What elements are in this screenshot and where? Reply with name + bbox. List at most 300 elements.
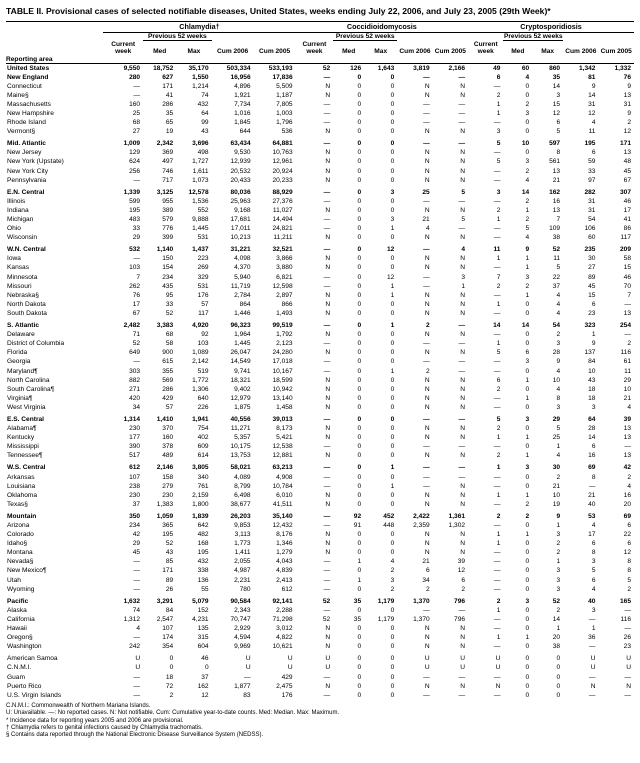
row-cell: 25,963 <box>230 197 251 205</box>
row-cell: 3 <box>556 585 561 593</box>
row-cell: 0 <box>525 403 530 411</box>
row-cell: 13,140 <box>272 394 293 402</box>
row-cell: 0 <box>357 282 362 290</box>
row-cell: 3 <box>556 567 561 575</box>
row-cell: 0 <box>357 385 362 393</box>
row-cell: 1 <box>496 340 501 348</box>
row-cell: 0 <box>390 206 395 214</box>
row-cell: 6 <box>556 119 561 127</box>
row-cell: 8 <box>591 473 596 481</box>
table-row <box>6 321 634 330</box>
table-row <box>6 385 634 394</box>
row-cell: 6,498 <box>234 491 251 499</box>
row-cell: 0 <box>390 167 395 175</box>
row-cell: 2 <box>496 452 501 460</box>
row-cell: 38 <box>552 643 561 651</box>
row-cell: 234 <box>162 273 174 281</box>
row-cell: 0 <box>390 264 395 272</box>
row-cell: 0 <box>525 673 530 681</box>
row-cell: N <box>460 176 466 184</box>
row-cell: 1,458 <box>276 403 293 411</box>
row-cell: U <box>626 664 631 672</box>
row-area-label: Mid. Atlantic <box>7 140 46 148</box>
row-cell: 0 <box>390 673 395 681</box>
row-cell: 60 <box>521 64 530 72</box>
row-area-label: Louisiana <box>7 482 36 490</box>
row-cell: 54 <box>552 322 561 330</box>
row-cell: 0 <box>556 655 561 663</box>
row-cell: — <box>323 415 331 423</box>
row-cell: 6 <box>461 576 466 584</box>
row-cell: U <box>495 664 501 672</box>
row-cell: 1,800 <box>192 500 209 508</box>
row-cell: 64 <box>588 415 596 423</box>
row-cell: 0 <box>357 197 362 205</box>
row-cell: 3 <box>591 403 596 411</box>
row-cell: 20,532 <box>230 167 251 175</box>
row-cell: 41 <box>623 216 631 223</box>
row-cell: 1,411 <box>234 549 251 557</box>
row-cell: 323 <box>584 322 596 330</box>
row-cell: 1,445 <box>234 340 251 348</box>
row-cell: N <box>325 403 331 411</box>
row-cell: 25 <box>552 434 561 442</box>
row-cell: N <box>325 167 331 175</box>
table-row <box>6 291 634 300</box>
row-cell: 11 <box>588 128 596 136</box>
row-cell: N <box>424 128 430 136</box>
row-cell: 1 <box>525 634 530 642</box>
row-cell: 40 <box>588 500 596 508</box>
row-cell: 5,509 <box>276 82 293 90</box>
row-cell: 9,741 <box>234 367 251 375</box>
row-cell: 230 <box>162 491 174 499</box>
row-cell: N <box>424 158 430 166</box>
row-cell: 27 <box>588 264 596 272</box>
row-cell: 83 <box>243 691 251 699</box>
row-cell: N <box>325 264 331 272</box>
table-row <box>6 348 634 357</box>
row-cell: 18 <box>588 385 596 393</box>
row-cell: 1,016 <box>234 109 251 117</box>
row-cell: 780 <box>239 585 251 593</box>
row-cell: — <box>458 119 466 127</box>
row-cell: 12 <box>201 691 209 699</box>
row-cell: — <box>588 615 596 623</box>
row-cell: 57 <box>165 403 174 411</box>
row-cell: 1,445 <box>192 225 209 233</box>
row-cell: N <box>325 349 331 357</box>
table-row <box>6 91 634 100</box>
group-chlamydia: Chlamydia† <box>103 22 295 33</box>
table-row <box>6 654 634 663</box>
row-cell: 0 <box>357 425 362 433</box>
row-cell: 0 <box>525 367 530 375</box>
row-cell: 10 <box>552 491 561 499</box>
row-cell: N <box>424 349 430 357</box>
row-cell: — <box>458 443 466 451</box>
row-cell: — <box>323 216 331 223</box>
row-cell: 1,332 <box>614 64 631 72</box>
row-cell: 0 <box>525 540 530 548</box>
row-cell: 41 <box>165 91 174 99</box>
row-cell: 16,956 <box>230 73 251 81</box>
row-cell: 92 <box>353 512 362 520</box>
row-cell: 4 <box>591 522 596 529</box>
row-cell: U <box>287 664 293 672</box>
row-cell: 6,821 <box>276 273 293 281</box>
row-cell: 10,942 <box>272 385 293 393</box>
row-cell: 26 <box>165 585 174 593</box>
row-cell: — <box>323 567 331 575</box>
row-cell: 796 <box>454 615 466 623</box>
row-cell: 4 <box>390 558 395 566</box>
row-cell: 1 <box>390 322 395 330</box>
row-cell: — <box>133 691 141 699</box>
row-cell: 1 <box>390 282 395 290</box>
row-cell: 38,677 <box>230 500 251 508</box>
row-cell: — <box>493 673 501 681</box>
row-cell: U <box>495 655 501 663</box>
row-cell: 452 <box>383 512 395 520</box>
row-cell: 117 <box>198 309 209 317</box>
row-cell: 262 <box>129 282 141 290</box>
row-cell: 644 <box>239 128 251 136</box>
row-cell: 18 <box>588 394 596 402</box>
row-cell: 0 <box>525 585 530 593</box>
row-cell: 0 <box>357 158 362 166</box>
row-cell: 9,530 <box>234 149 251 157</box>
row-cell: 80,036 <box>230 188 251 196</box>
row-cell: 0 <box>390 100 395 108</box>
row-cell: 1,773 <box>234 540 251 548</box>
row-cell: — <box>133 682 141 690</box>
row-cell: 1 <box>496 216 501 223</box>
row-cell: N <box>325 500 331 508</box>
row-cell: — <box>423 119 430 127</box>
row-cell: 43 <box>165 549 174 557</box>
row-cell: 6 <box>525 349 530 357</box>
row-cell: — <box>323 443 331 451</box>
row-cell: 0 <box>525 385 530 393</box>
row-cell: 5 <box>461 188 466 196</box>
row-area-label: Arkansas <box>7 473 35 481</box>
row-cell: 776 <box>162 225 174 233</box>
row-cell: N <box>424 394 430 402</box>
row-cell: 531 <box>197 234 209 242</box>
row-cell: N <box>460 264 466 272</box>
table-row <box>6 148 634 157</box>
row-cell: 29 <box>552 415 561 423</box>
row-cell: 10,763 <box>272 149 293 157</box>
row-cell: N <box>325 176 331 184</box>
table-row <box>6 424 634 433</box>
row-cell: 3 <box>390 216 395 223</box>
row-cell: N <box>325 425 331 433</box>
row-cell: 20,924 <box>272 167 293 175</box>
row-cell: 35,140 <box>272 512 293 520</box>
row-cell: — <box>493 367 501 375</box>
row-cell: 796 <box>454 597 466 605</box>
row-cell: 0 <box>357 206 362 214</box>
row-cell: 64 <box>201 109 209 117</box>
row-cell: 1 <box>525 531 530 539</box>
table-row <box>6 357 634 366</box>
row-cell: N <box>460 643 466 651</box>
row-cell: 13 <box>623 425 631 433</box>
row-cell: 95 <box>165 291 174 299</box>
row-cell: 1,877 <box>234 682 251 690</box>
row-cell: 10,784 <box>272 482 293 490</box>
row-cell: 54 <box>588 216 596 223</box>
table-row <box>6 309 634 318</box>
row-cell: 2 <box>556 473 561 481</box>
row-cell: 0 <box>525 567 530 575</box>
row-cell: 4 <box>461 246 466 254</box>
row-cell: — <box>588 482 596 490</box>
table-row <box>6 615 634 624</box>
row-cell: 1,792 <box>276 331 293 339</box>
row-cell: 195 <box>129 206 141 214</box>
table-row <box>6 633 634 642</box>
row-cell: N <box>460 128 466 136</box>
row-cell: — <box>133 585 141 593</box>
row-cell: N <box>325 309 331 317</box>
row-cell: — <box>493 119 501 127</box>
row-cell: 8 <box>556 394 561 402</box>
table-row <box>6 127 634 136</box>
row-cell: 29 <box>132 540 141 548</box>
row-cell: 41,511 <box>272 500 293 508</box>
row-cell: 3,696 <box>192 140 209 148</box>
row-area-label: New Jersey <box>7 149 42 157</box>
col-med-3: Med <box>511 47 525 55</box>
row-cell: 2 <box>496 597 501 605</box>
row-cell: 0 <box>525 664 530 672</box>
row-cell: 597 <box>549 140 561 148</box>
row-area-label: Kansas <box>7 264 29 272</box>
row-cell: 3,291 <box>156 597 174 605</box>
row-area-label: United States <box>7 64 50 72</box>
row-cell: 0 <box>390 234 395 242</box>
row-cell: N <box>460 206 466 214</box>
row-cell: 1,059 <box>156 512 174 520</box>
row-cell: 230 <box>129 491 141 499</box>
row-cell: N <box>325 376 331 384</box>
row-cell: 0 <box>390 197 395 205</box>
row-cell: — <box>588 643 596 651</box>
row-cell: 3 <box>525 158 530 166</box>
row-cell: 0 <box>204 664 209 672</box>
row-cell: 2 <box>390 585 395 593</box>
row-cell: 0 <box>556 673 561 681</box>
row-cell: 9 <box>556 358 561 366</box>
row-cell: 7,734 <box>234 100 251 108</box>
row-area-label: Illinois <box>7 197 26 205</box>
row-cell: 8 <box>627 558 631 566</box>
row-cell: N <box>325 394 331 402</box>
row-cell: 5,357 <box>234 434 251 442</box>
row-area-label: Washington <box>7 643 42 651</box>
row-cell: — <box>624 300 631 308</box>
row-cell: 52 <box>552 246 561 254</box>
row-cell: 22 <box>552 273 561 281</box>
row-cell: 864 <box>239 300 251 308</box>
row-cell: N <box>460 234 466 242</box>
row-cell: 8 <box>627 567 631 575</box>
row-cell: 614 <box>197 452 209 460</box>
row-cell: 10,621 <box>272 643 293 651</box>
row-cell: 0 <box>390 664 395 672</box>
row-cell: 0 <box>357 91 362 99</box>
row-cell: 84 <box>588 358 596 366</box>
row-cell: 0 <box>525 558 530 566</box>
row-cell: — <box>323 606 331 614</box>
row-cell: 19 <box>552 500 561 508</box>
row-cell: 9,402 <box>234 385 251 393</box>
row-cell: 0 <box>525 625 530 633</box>
row-cell: 1 <box>525 491 530 499</box>
row-cell: N <box>460 82 466 90</box>
row-cell: — <box>493 549 501 557</box>
row-cell: 0 <box>357 394 362 402</box>
footnote-3: † Chlamydia refers to genital infections caused by Chlamydia trachomatis. <box>6 725 203 731</box>
row-cell: 4 <box>556 367 561 375</box>
row-cell: 1 <box>496 606 501 614</box>
row-cell: 0 <box>525 473 530 481</box>
table-row <box>6 176 634 185</box>
row-cell: 0 <box>556 691 561 699</box>
row-cell: 4,987 <box>234 567 251 575</box>
table-row <box>6 254 634 263</box>
row-cell: 12,538 <box>272 443 293 451</box>
row-cell: 4,908 <box>276 473 293 481</box>
row-cell: N <box>424 149 430 157</box>
row-cell: — <box>624 331 631 339</box>
row-cell: 0 <box>357 452 362 460</box>
row-cell: — <box>423 473 430 481</box>
row-area-label: Wisconsin <box>7 234 38 242</box>
row-cell: 0 <box>390 91 395 99</box>
row-cell: — <box>493 403 501 411</box>
row-cell: 2 <box>556 606 561 614</box>
col-max-3: Max <box>541 47 555 55</box>
row-cell: 3 <box>525 358 530 366</box>
row-cell: 2 <box>496 425 501 433</box>
table-row <box>6 673 634 682</box>
row-cell: 4,231 <box>192 615 209 623</box>
row-area-label: American Samoa <box>7 655 58 663</box>
row-cell: 4,370 <box>234 264 251 272</box>
row-cell: 1,073 <box>192 176 209 184</box>
row-cell: 8,173 <box>276 425 293 433</box>
row-cell: 8 <box>556 149 561 157</box>
row-cell: N <box>424 300 430 308</box>
row-cell: 13,753 <box>230 452 251 460</box>
row-cell: 4 <box>591 119 596 127</box>
row-cell: 0 <box>390 443 395 451</box>
row-cell: 1 <box>496 434 501 442</box>
row-cell: 1,314 <box>123 415 141 423</box>
row-cell: 36 <box>588 634 596 642</box>
row-cell: — <box>244 673 251 681</box>
row-cell: 17 <box>588 531 596 539</box>
row-cell: 28 <box>552 349 561 357</box>
row-cell: 3,012 <box>276 625 293 633</box>
row-cell: N <box>325 452 331 460</box>
row-cell: 0 <box>357 691 362 699</box>
row-cell: 497 <box>162 158 174 166</box>
row-area-label: North Dakota <box>7 300 46 308</box>
row-cell: 0 <box>525 606 530 614</box>
row-cell: 303 <box>129 367 141 375</box>
row-cell: — <box>323 473 331 481</box>
row-cell: 0 <box>357 540 362 548</box>
table-body <box>6 63 634 700</box>
row-cell: 52 <box>322 64 331 72</box>
row-cell: 448 <box>383 522 395 529</box>
row-cell: N <box>325 255 331 263</box>
row-cell: N <box>460 376 466 384</box>
row-cell: 0 <box>390 385 395 393</box>
row-cell: 25 <box>422 188 430 196</box>
row-cell: N <box>325 291 331 299</box>
row-cell: 0 <box>525 128 530 136</box>
table-row <box>6 691 634 700</box>
reporting-area-header-row <box>6 56 634 64</box>
row-cell: N <box>424 385 430 393</box>
row-cell: 7 <box>496 273 501 281</box>
row-cell: 76 <box>132 291 141 299</box>
row-cell: 35,170 <box>188 64 209 72</box>
row-cell: 370 <box>162 425 174 433</box>
row-cell: 280 <box>129 73 141 81</box>
row-cell: 2 <box>496 512 501 520</box>
row-cell: 52 <box>322 615 331 623</box>
row-cell: 3 <box>525 109 530 117</box>
row-cell: 57 <box>201 300 209 308</box>
row-cell: 29 <box>623 376 631 384</box>
row-cell: 96,323 <box>230 322 251 330</box>
row-cell: 29 <box>132 234 141 242</box>
row-cell: 5 <box>627 576 631 584</box>
row-cell: 2,231 <box>234 576 251 584</box>
row-cell: 2 <box>426 367 430 375</box>
row-cell: — <box>133 176 141 184</box>
col-cum2006-1: Cum 2006 <box>217 47 249 55</box>
row-cell: 67 <box>623 176 631 184</box>
row-cell: 1 <box>525 434 530 442</box>
row-cell: N <box>460 167 466 175</box>
row-area-label: Minnesota <box>7 273 38 281</box>
col-current-week-1: Current week <box>111 40 136 55</box>
row-cell: 18,752 <box>153 64 174 72</box>
row-cell: 2 <box>496 91 501 99</box>
row-cell: 0 <box>390 425 395 433</box>
row-cell: 4,089 <box>234 473 251 481</box>
table-row <box>6 566 634 575</box>
table-row <box>6 282 634 291</box>
row-area-label: Georgia <box>7 358 31 366</box>
row-cell: 1,643 <box>377 64 395 72</box>
row-cell: 6 <box>591 300 596 308</box>
row-cell: 1,346 <box>276 540 293 548</box>
row-cell: — <box>458 606 466 614</box>
row-cell: U <box>135 655 141 663</box>
row-cell: 12,881 <box>272 452 293 460</box>
row-cell: — <box>458 691 466 699</box>
row-cell: 17 <box>623 206 631 214</box>
